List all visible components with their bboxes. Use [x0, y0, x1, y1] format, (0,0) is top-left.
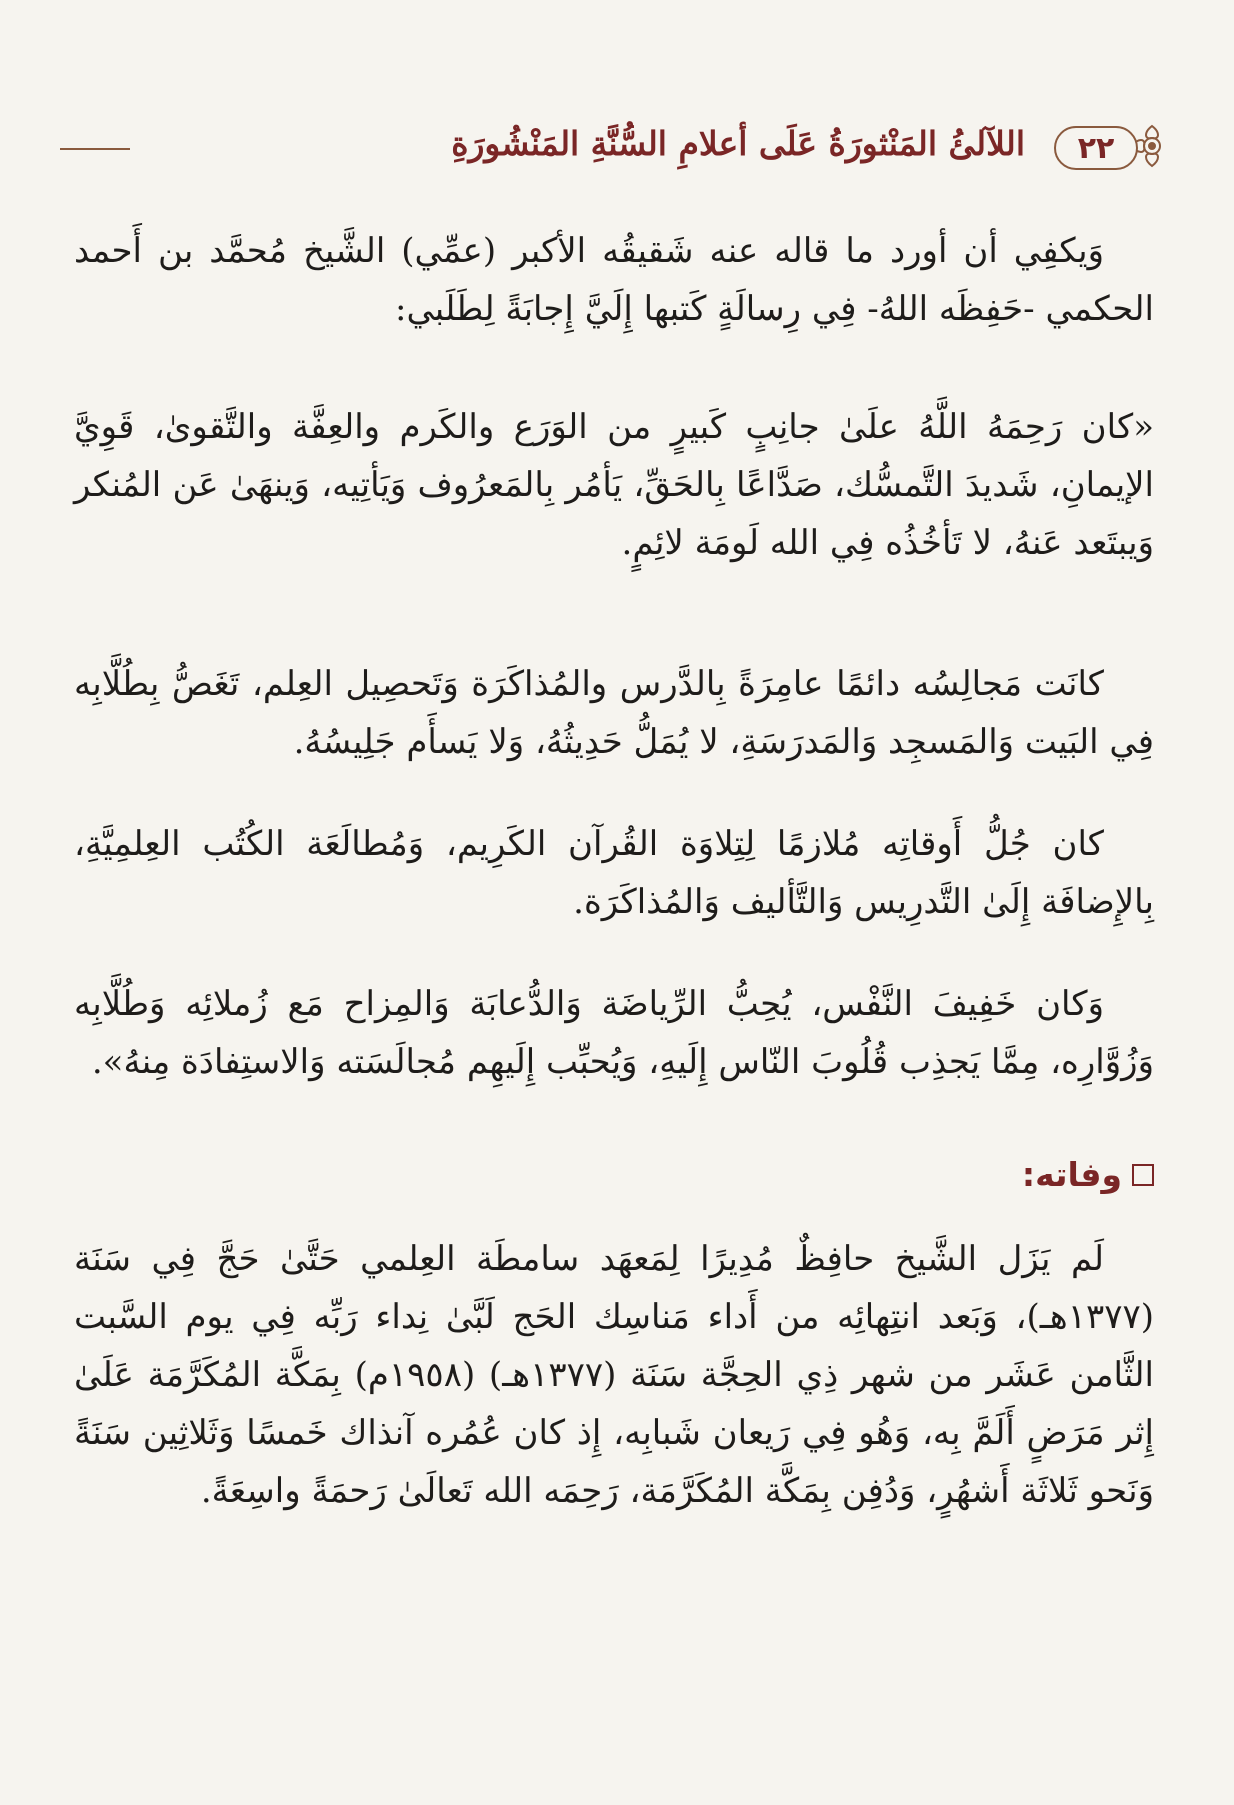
- header-rule: [60, 148, 130, 150]
- gatherings-paragraph: كانَت مَجالِسُه دائمًا عامِرَةً بِالدَّرس والمُذاكَرَة وَتَحصِيل العِلم، تَغَصُّ بِطُلَّابِه فِي البَيت وَالمَسجِد وَالمَدرَسَةِ، لا يُمَلُّ حَدِيثُهُ، وَلا يَسأَم جَلِيسُهُ.: [74, 664, 1154, 762]
- square-bullet-icon: [1132, 1164, 1154, 1186]
- quote-paragraph: «كان رَحِمَهُ اللَّهُ علَىٰ جانِبٍ كَبيرٍ من الوَرَع والكَرم والعِفَّة والتَّقوىٰ، قَوِيَّ الإيمانِ، شَديدَ التَّمسُّك، صَدَّاعًا بِالحَقِّ، يَأمُر بِالمَعرُوف وَيَأتِيه، وَينهَىٰ عَن المُنكر وَيبتَعد عَنهُ، لا تَأخُذُه فِي الله لَومَة لائِمٍ.: [74, 407, 1154, 563]
- intro-paragraph: وَيكفِي أن أورد ما قاله عنه شَقيقُه الأكبر (عمِّي) الشَّيخ مُحمَّد بن أَحمد الحكمي -حَفِظَه اللهُ- فِي رِسالَةٍ كَتبها إِلَيَّ إِجابَةً لِطَلَبي:: [74, 231, 1154, 329]
- character-paragraph: وَكان خَفِيفَ النَّفْس، يُحِبُّ الرِّياضَة وَالدُّعابَة وَالمِزاح مَع زُملائِه وَطُلَّابِه وَزُوَّارِه، مِمَّا يَجذِب قُلُوبَ النّاس إِلَيهِ، وَيُحبِّب إِلَيهِم مُجالَسَته وَالاستِفادَة مِنهُ».: [74, 984, 1154, 1082]
- page-header: [60, 108, 1180, 188]
- page-number: ٢٢: [1054, 126, 1138, 170]
- book-title: اللآلئُ المَنْثورَةُ عَلَى أعلامِ السُّنَّةِ المَنْشُورَةِ: [451, 124, 1025, 163]
- section-heading-death: [1022, 1155, 1154, 1194]
- section-heading-label: وفاته:: [1021, 1155, 1122, 1194]
- death-paragraph: لَم يَزَل الشَّيخ حافِظٌ مُدِيرًا لِمَعهَد سامطَة العِلمي حَتَّىٰ حَجَّ فِي سَنَة (١٣٧٧هـ)، وَبَعد انتِهائِه من أَداء مَناسِك الحَج لَبَّىٰ نِداء رَبِّه فِي يوم السَّبت الثَّامن عَشَر من شهر ذِي الحِجَّة سَنَة (١٣٧٧هـ) (١٩٥٨م) بِمَكَّة المُكَرَّمَة عَلَىٰ إِثر مَرَضٍ أَلَمَّ بِه، وَهُو فِي رَيعان شَبابِه، إِذ كان عُمُره آنذاك خَمسًا وَثَلاثِين سَنَةً وَنَحو ثَلاثَة أَشهُرٍ، وَدُفِن بِمَكَّة المُكَرَّمَة، رَحِمَه الله تَعالَىٰ رَحمَةً واسِعَةً.: [74, 1239, 1154, 1511]
- time-paragraph: كان جُلُّ أَوقاتِه مُلازمًا لِتِلاوَة القُرآن الكَرِيم، وَمُطالَعَة الكُتُب العِلمِيَّةِ، بِالإِضافَة إِلَىٰ التَّدرِيس وَالتَّأليف وَالمُذاكَرَة.: [74, 824, 1154, 922]
